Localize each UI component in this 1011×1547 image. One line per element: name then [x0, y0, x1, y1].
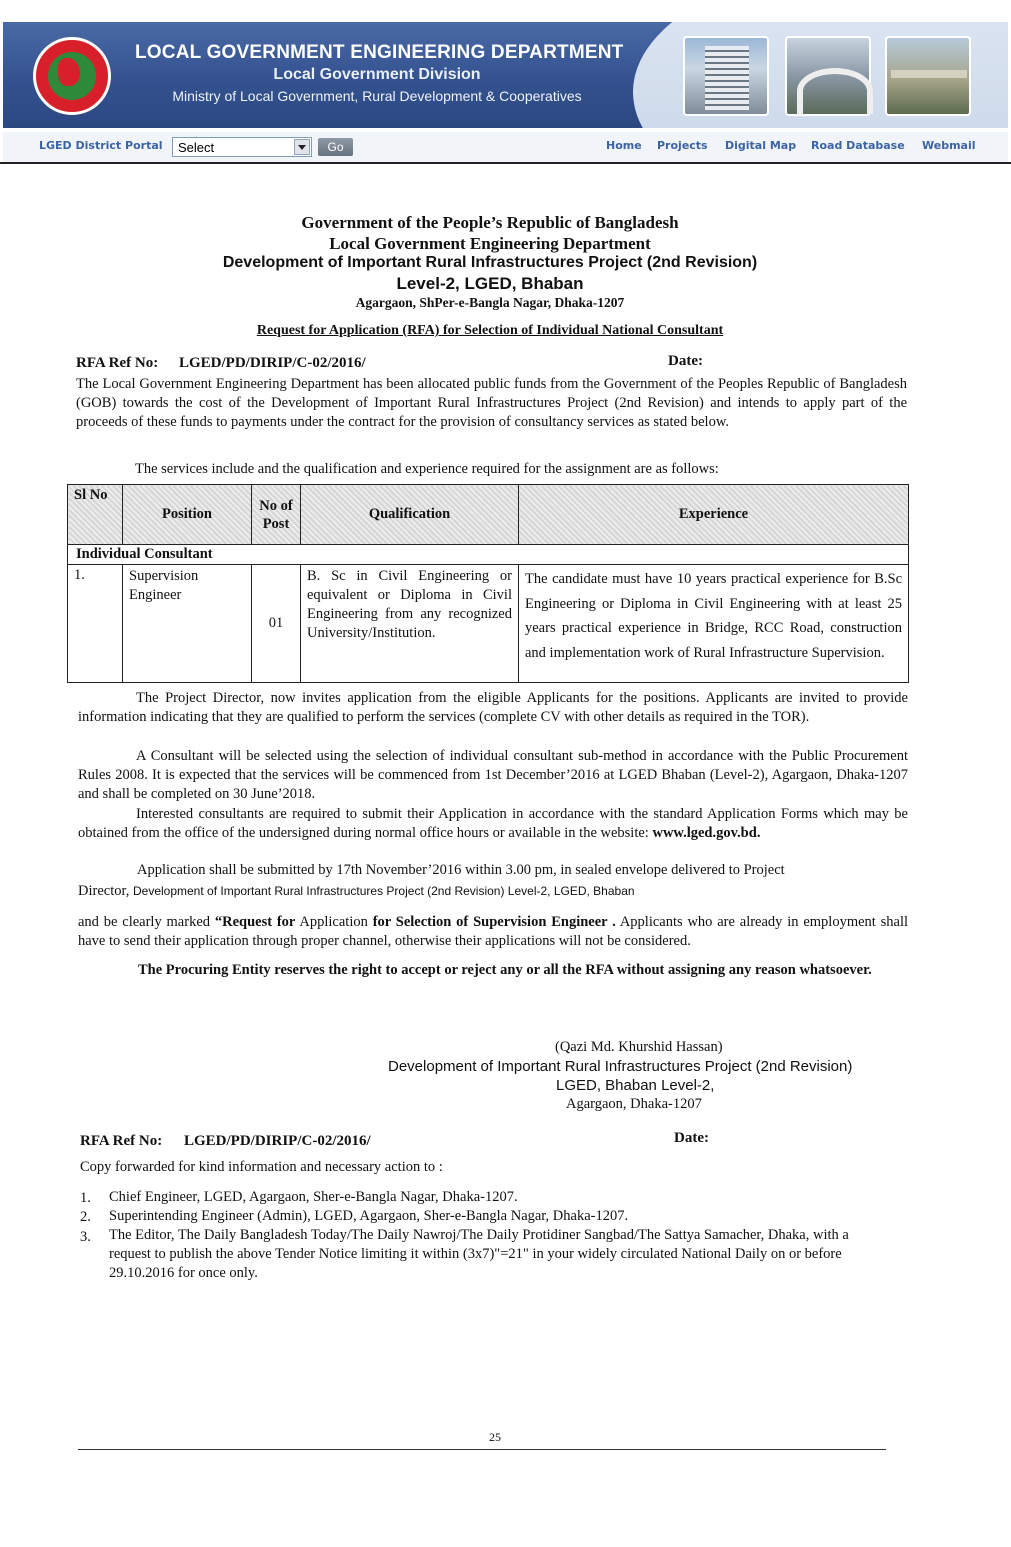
- district-select-value: Select: [178, 140, 215, 155]
- cell-experience: The candidate must have 10 years practical experience for B.Sc Engineering or Diploma in Civil Engineering with at least 25 years practical experience in Bridge, RCC Road, construction and implementation work of Rural Infrastructure Supervision.: [519, 565, 909, 683]
- col-header-position: Position: [123, 485, 252, 545]
- ref-number-2: LGED/PD/DIRIP/C-02/2016/: [184, 1133, 371, 1149]
- copy-item: Chief Engineer, LGED, Agargaon, Sher-e-Bangla Nagar, Dhaka-1207.: [109, 1189, 518, 1205]
- navigation-bar: [3, 132, 1008, 162]
- cell-posts: 01: [252, 565, 301, 683]
- dept-heading: Local Government Engineering Department: [329, 234, 651, 253]
- bangladesh-govt-seal-icon[interactable]: [33, 37, 111, 115]
- signatory-level: LGED, Bhaban Level-2,: [556, 1077, 715, 1094]
- paragraph-deadline: Application shall be submitted by 17th November’2016 within 3.00 pm, in sealed envelope delivered to Project: [137, 862, 785, 878]
- signatory-project: Development of Important Rural Infrastructures Project (2nd Revision): [388, 1058, 853, 1075]
- website-link[interactable]: www.lged.gov.bd.: [652, 825, 761, 841]
- nav-home-link[interactable]: Home: [606, 139, 642, 152]
- go-button[interactable]: Go: [318, 138, 353, 156]
- footer-rule: [78, 1449, 886, 1450]
- paragraph-deadline-2: Director, Development of Important Rural Infrastructures Project (2nd Revision) Level-2, LGED, Bhaban: [78, 883, 635, 899]
- col-header-experience: Experience: [519, 485, 909, 545]
- nav-road-database-link[interactable]: Road Database: [811, 139, 905, 152]
- signatory-address: Agargaon, Dhaka-1207: [566, 1096, 702, 1112]
- bangladesh-map-icon: [58, 58, 80, 86]
- division-name: Local Government Division: [273, 66, 481, 83]
- district-select[interactable]: [172, 137, 312, 157]
- copy-item-number: 2.: [80, 1209, 91, 1225]
- lged-building-photo: [683, 36, 769, 116]
- copy-item-number: 3.: [80, 1229, 91, 1245]
- paragraph-selection: A Consultant will be selected using the selection of individual consultant sub-method in accordance with the Public Procurement Rules 2008. It is expected that the services will be commenced from 1st December’2016 at LGED Bhaban (Level-2), Agargaon, Dhaka-1207 and shall be completed on 30 June’2018.: [78, 748, 908, 802]
- bridge-road-photo: [885, 36, 971, 116]
- ref-number: LGED/PD/DIRIP/C-02/2016/: [179, 355, 366, 371]
- level-heading: Level-2, LGED, Bhaban: [396, 274, 584, 293]
- table-row: [68, 565, 909, 683]
- table-group-label: Individual Consultant: [68, 545, 909, 565]
- cell-position: Supervision Engineer: [123, 565, 252, 683]
- date-label: Date:: [668, 353, 703, 369]
- copy-item-number: 1.: [80, 1190, 91, 1206]
- chevron-down-icon[interactable]: [294, 139, 310, 155]
- gov-heading: Government of the People’s Republic of Bangladesh: [301, 213, 679, 232]
- address-heading: Agargaon, ShPer-e-Bangla Nagar, Dhaka-1207: [355, 295, 625, 310]
- ref-label: RFA Ref No:: [76, 355, 159, 371]
- col-header-posts: No of Post: [252, 485, 301, 545]
- paragraph-intro: The Local Government Engineering Department has been allocated public funds from the Government of the Peoples Republic of Bangladesh (GOB) towards the cost of the Development of Important Rural Infrastructures Project (2nd Revision) and intends to apply part of the proceeds of these funds to payments under the contract for the provision of consultancy services as stated below.: [76, 376, 907, 430]
- rfa-document: [0, 162, 1011, 1547]
- paragraph-submission-forms: Interested consultants are required to submit their Application in accordance with the standard Application Forms which may be obtained from the office of the undersigned during normal office hours or available in the website: www.lged.gov.bd.: [78, 806, 908, 841]
- cell-sl: 1.: [68, 565, 123, 683]
- rfa-title: Request for Application (RFA) for Selection of Individual National Consultant: [256, 323, 724, 338]
- paragraph-services: The services include and the qualification and experience required for the assignment are as follows:: [135, 461, 719, 477]
- project-heading: Development of Important Rural Infrastructures Project (2nd Revision): [222, 254, 758, 271]
- copy-item: The Editor, The Daily Bangladesh Today/The Daily Nawroj/The Daily Protidiner Sangbad/The Sattya Samacher, Dhaka, with a request to publish the above Tender Notice limiting it within (3x7)"=21" in your widely circulated National Daily on or before 29.10.2016 for once only.: [109, 1227, 849, 1281]
- copy-forwarded-intro: Copy forwarded for kind information and necessary action to :: [80, 1159, 443, 1175]
- nav-projects-link[interactable]: Projects: [657, 139, 708, 152]
- paragraph-invitation: The Project Director, now invites application from the eligible Applicants for the positions. Applicants are invited to provide information indicating that they are qualified to perform the services (complete CV with other details as required in the TOR).: [78, 690, 908, 725]
- consultant-table: [67, 484, 909, 683]
- paragraph-procuring-entity: The Procuring Entity reserves the right to accept or reject any or all the RFA without assigning any reason whatsoever.: [138, 962, 872, 978]
- site-header: [3, 22, 1008, 128]
- ref-label-2: RFA Ref No:: [80, 1133, 163, 1149]
- ministry-name: Ministry of Local Government, Rural Development & Cooperatives: [172, 88, 582, 104]
- site-title[interactable]: LOCAL GOVERNMENT ENGINEERING DEPARTMENT: [135, 42, 624, 63]
- col-header-sl: Sl No: [68, 485, 123, 545]
- cell-qualification: B. Sc in Civil Engineering or equivalent or Diploma in Civil Engineering from any recognized University/Institution.: [301, 565, 519, 683]
- nav-digital-map-link[interactable]: Digital Map: [725, 139, 797, 152]
- copy-item: Superintending Engineer (Admin), LGED, Agargaon, Sher-e-Bangla Nagar, Dhaka-1207.: [109, 1208, 629, 1224]
- nav-webmail-link[interactable]: Webmail: [922, 139, 976, 152]
- page-number: 25: [489, 1430, 501, 1444]
- signatory-name: (Qazi Md. Khurshid Hassan): [555, 1039, 723, 1055]
- col-header-qualification: Qualification: [301, 485, 519, 545]
- date-label-2: Date:: [674, 1130, 709, 1146]
- district-portal-label: LGED District Portal: [39, 139, 163, 152]
- flyover-photo: [785, 36, 871, 116]
- paragraph-marking: and be clearly marked “Request for Application for Selection of Supervision Engineer . Applicants who are already in employment shall have to send their application through proper channel, otherwise their applications will not be considered.: [78, 914, 909, 949]
